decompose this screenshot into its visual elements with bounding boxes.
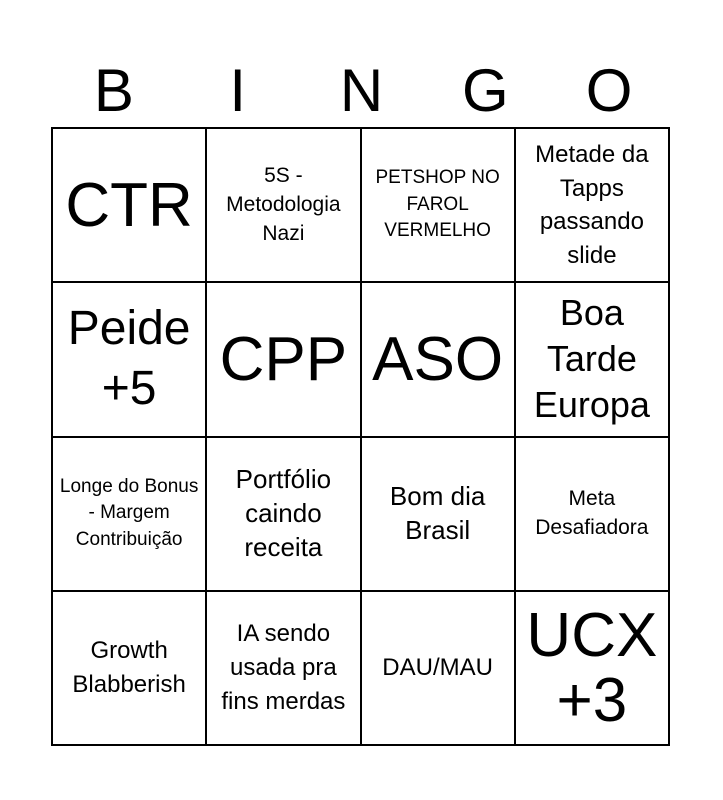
- header-letter-n: N: [339, 57, 384, 124]
- bingo-cell[interactable]: [206, 437, 360, 591]
- cell-text: Peide +5: [67, 302, 191, 416]
- cell-text: Meta Desafiadora: [535, 486, 649, 539]
- header-letter-o: O: [585, 57, 633, 124]
- header-letter-i: I: [229, 57, 247, 124]
- bingo-cell[interactable]: [52, 128, 206, 282]
- bingo-cell[interactable]: [361, 591, 515, 745]
- bingo-cell[interactable]: [52, 282, 206, 436]
- cell-text: CTR: [65, 170, 193, 240]
- bingo-cell[interactable]: [361, 437, 515, 591]
- bingo-cell[interactable]: [52, 591, 206, 745]
- bingo-cell[interactable]: [52, 437, 206, 591]
- bingo-cell[interactable]: [206, 591, 360, 745]
- cell-text: Longe do Bonus - Margem Contribuição: [59, 475, 199, 550]
- cell-text: Bom dia Brasil: [389, 480, 486, 545]
- header-letter-b: B: [93, 57, 134, 124]
- cell-text: Metade da Tapps passando slide: [535, 140, 649, 269]
- cell-text: 5S - Metodologia Nazi: [226, 163, 341, 245]
- cell-text: Portfólio caindo receita: [235, 463, 332, 562]
- cell-text: CPP: [219, 324, 348, 394]
- bingo-cell[interactable]: [515, 591, 669, 745]
- bingo-cell[interactable]: [515, 282, 669, 436]
- bingo-card: [51, 127, 670, 746]
- bingo-cell[interactable]: [361, 282, 515, 436]
- bingo-cell[interactable]: [206, 282, 360, 436]
- cell-text: UCX +3: [526, 600, 658, 735]
- bingo-cell[interactable]: [361, 128, 515, 282]
- cell-text: PETSHOP NO FAROL VERMELHO: [375, 167, 500, 242]
- bingo-cell[interactable]: [515, 128, 669, 282]
- cell-text: Boa Tarde Europa: [533, 292, 650, 426]
- bingo-cell[interactable]: [206, 128, 360, 282]
- header-letter-g: G: [461, 57, 509, 124]
- cell-text: IA sendo usada pra fins merdas: [221, 620, 346, 715]
- cell-text: ASO: [372, 324, 504, 394]
- bingo-header: [52, 55, 671, 127]
- bingo-cell[interactable]: [515, 437, 669, 591]
- cell-text: DAU/MAU: [382, 654, 493, 682]
- cell-text: Growth Blabberish: [72, 637, 186, 698]
